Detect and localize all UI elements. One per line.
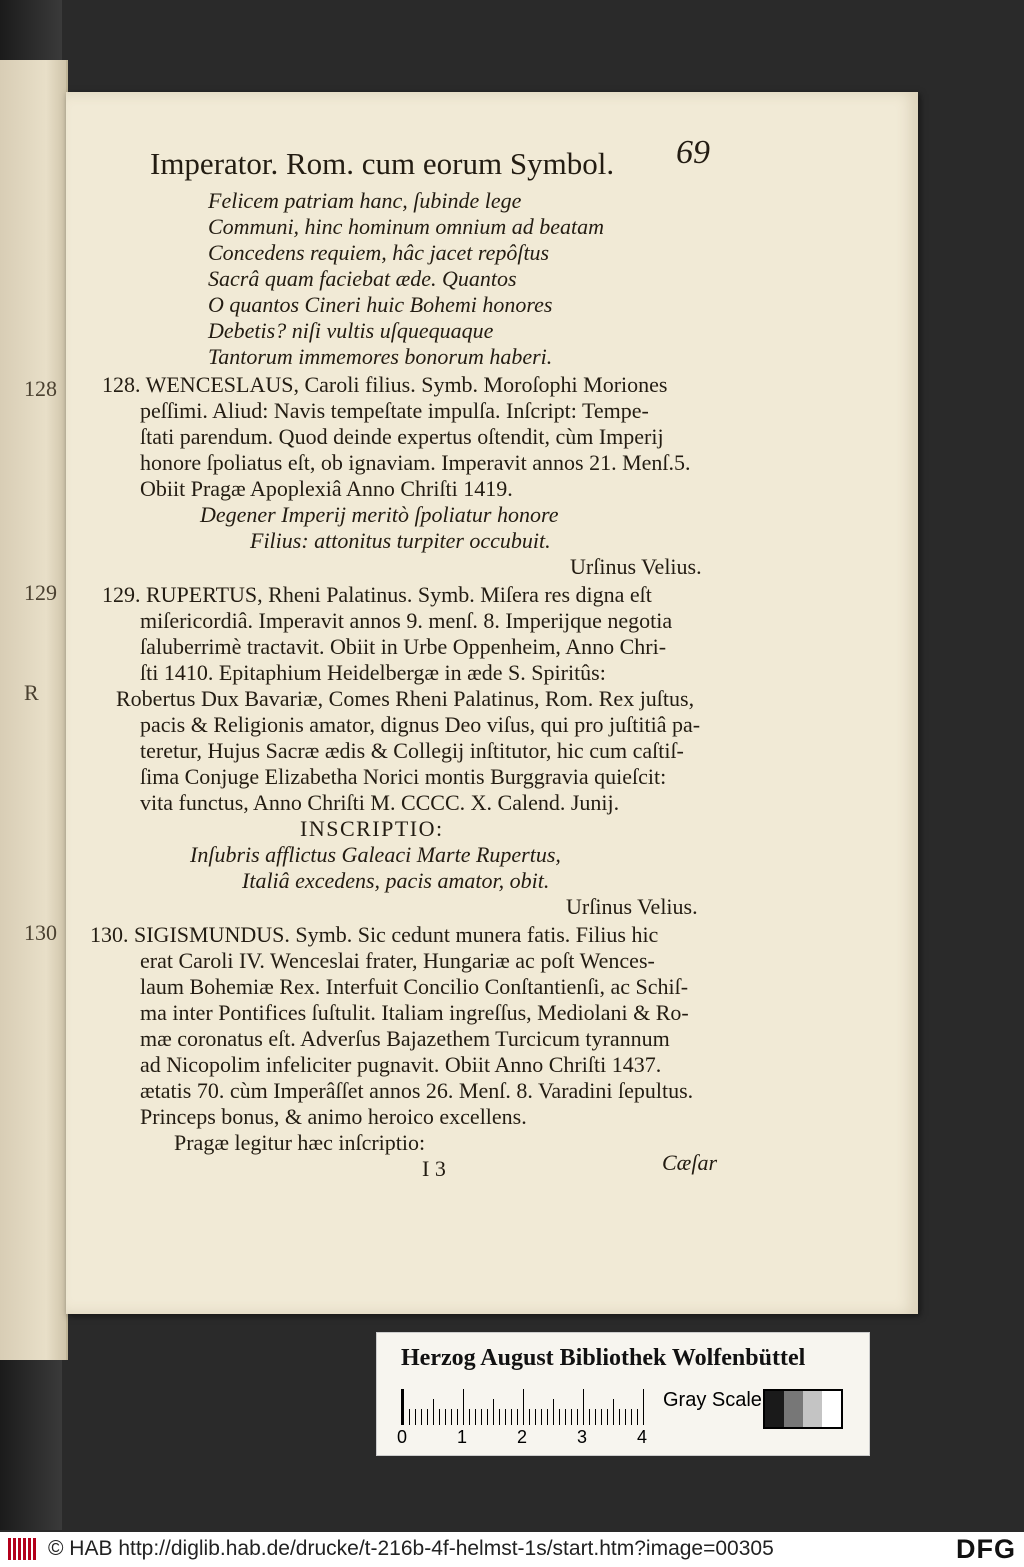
prev-fragment: 128 (24, 376, 57, 401)
library-name: Herzog August Bibliothek Wolfenbüttel (401, 1345, 806, 1371)
scale-number: 3 (577, 1427, 588, 1447)
scale-number: 1 (457, 1427, 468, 1447)
ruler-tick (493, 1399, 494, 1425)
ruler-tick (559, 1409, 560, 1425)
color-reference-bar (376, 1332, 870, 1456)
ruler-tick (577, 1409, 578, 1425)
dfg-logo: DFG (956, 1534, 1016, 1564)
text-line: peſſimi. Aliud: Navis tempeſtate impulſa. Inſcript: Tempe- (140, 398, 649, 423)
epitaph-line: ſima Conjuge Elizabetha Norici montis Burggravia quieſcit: (140, 764, 667, 789)
scale-number: 0 (397, 1427, 408, 1447)
ruler-tick (475, 1409, 476, 1425)
epitaph-line: vita functus, Anno Chriſti M. CCCC. X. Calend. Junij. (140, 790, 620, 815)
ruler-tick (457, 1409, 458, 1425)
ruler-tick (511, 1409, 512, 1425)
ruler-tick (571, 1409, 572, 1425)
ruler-tick (415, 1409, 416, 1425)
text-line: ſtati parendum. Quod deinde expertus oſtendit, cùm Imperij (140, 424, 664, 449)
text-line: Princeps bonus, & animo heroico excellens. (140, 1104, 527, 1129)
attribution: Urſinus Velius. (570, 554, 702, 579)
hab-logo-icon (8, 1538, 38, 1560)
ruler-tick (505, 1409, 506, 1425)
ruler-tick (631, 1409, 632, 1425)
entry-129-line: 129. RUPERTUS, Rheni Palatinus. Symb. Miſera res digna eſt (102, 582, 652, 607)
text-line: Tantorum immemores bonorum haberi. (208, 344, 553, 369)
ruler-tick (583, 1389, 584, 1425)
ruler-tick (451, 1409, 452, 1425)
ruler-tick (439, 1409, 440, 1425)
inscriptio-heading: INSCRIPTIO: (300, 816, 444, 841)
text-line: Communi, hinc hominum omnium ad beatam (208, 214, 604, 239)
text-line: Debetis? niſi vultis uſquequaque (208, 318, 494, 343)
scale-ruler (401, 1389, 647, 1425)
prev-fragment: 129 (24, 580, 57, 605)
text-line: Concedens requiem, hâc jacet repôſtus (208, 240, 550, 265)
book-page (66, 92, 918, 1314)
prev-fragment: 130 (24, 920, 57, 945)
text-line: O quantos Cineri huic Bohemi honores (208, 292, 553, 317)
attribution: Urſinus Velius. (566, 894, 698, 919)
ruler-tick (601, 1409, 602, 1425)
ruler-tick (463, 1389, 464, 1425)
ruler-tick (613, 1399, 614, 1425)
ruler-tick (619, 1409, 620, 1425)
text-line: mæ coronatus eſt. Adverſus Bajazethem Turcicum tyrannum (140, 1026, 670, 1051)
epitaph-line: pacis & Religionis amator, dignus Deo viſus, qui pro juſtitiâ pa- (140, 712, 701, 737)
text-line: Pragæ legitur hæc inſcriptio: (174, 1130, 426, 1155)
entry-128-line: 128. WENCESLAUS, Caroli filius. Symb. Moroſophi Moriones (102, 372, 668, 397)
text-line: Felicem patriam hanc, ſubinde lege (208, 188, 522, 213)
text-line: ma inter Pontifices ſuſtulit. Italiam ingreſſus, Mediolani & Ro- (140, 1000, 689, 1025)
text-line: ad Nicopolim infeliciter pugnavit. Obiit Anno Chriſti 1437. (140, 1052, 662, 1077)
ruler-tick (553, 1399, 554, 1425)
previous-page-edge (0, 60, 68, 1360)
gray-swatch-cell (803, 1391, 822, 1427)
gray-scale-label: Gray Scale (663, 1389, 762, 1411)
verse-line: Degener Imperij meritò ſpoliatur honore (200, 502, 559, 527)
text-line: erat Caroli IV. Wenceslai frater, Hungariæ ac poſt Wences- (140, 948, 655, 973)
text-line: Sacrâ quam faciebat æde. Quantos (208, 266, 517, 291)
running-header: Imperator. Rom. cum eorum Symbol. (150, 146, 615, 181)
ruler-tick (499, 1409, 500, 1425)
signature-mark: I 3 (422, 1156, 446, 1181)
text-line: Obiit Pragæ Apoplexiâ Anno Chriſti 1419. (140, 476, 513, 501)
ruler-tick (409, 1409, 410, 1425)
ruler-tick (637, 1409, 638, 1425)
ruler-tick (535, 1409, 536, 1425)
verse-line: Italiâ excedens, pacis amator, obit. (242, 868, 550, 893)
ruler-tick (529, 1409, 530, 1425)
ruler-tick (541, 1409, 542, 1425)
gray-swatch-cell (822, 1391, 841, 1427)
epitaph-line: Robertus Dux Bavariæ, Comes Rheni Palatinus, Rom. Rex juſtus, (116, 686, 695, 711)
ruler-tick (547, 1409, 548, 1425)
page-number: 69 (676, 134, 710, 171)
catchword: Cæſar (662, 1150, 718, 1175)
ruler-tick (523, 1389, 524, 1425)
ruler-tick (607, 1409, 608, 1425)
text-line: ſaluberrimè tractavit. Obiit in Urbe Oppenheim, Anno Chri- (140, 634, 667, 659)
ruler-tick (643, 1389, 644, 1425)
scale-number: 4 (637, 1427, 648, 1447)
gray-scale-swatch (763, 1389, 843, 1429)
text-line: ætatis 70. cùm Imperâſſet annos 26. Menſ. 8. Varadini ſepultus. (140, 1078, 694, 1103)
verse-line: Inſubris afflictus Galeaci Marte Rupertus, (190, 842, 561, 867)
epitaph-line: teretur, Hujus Sacræ ædis & Collegij inſtitutor, hic cum caſtiſ- (140, 738, 684, 763)
ruler-tick (481, 1409, 482, 1425)
ruler-tick (433, 1399, 434, 1425)
text-line: ſti 1410. Epitaphium Heidelbergæ in æde S. Spiritûs: (140, 660, 606, 685)
ruler-tick (517, 1409, 518, 1425)
text-line: laum Bohemiæ Rex. Interfuit Concilio Conſtantienſi, ac Schiſ- (140, 974, 689, 999)
footer-bar (0, 1532, 1024, 1567)
text-line: honore ſpoliatus eſt, ob ignaviam. Imperavit annos 21. Menſ.5. (140, 450, 691, 475)
ruler-tick (589, 1409, 590, 1425)
ruler-tick (421, 1409, 422, 1425)
entry-130-line: 130. SIGISMUNDUS. Symb. Sic cedunt munera fatis. Filius hic (90, 922, 659, 947)
ruler-tick (625, 1409, 626, 1425)
ruler-tick (427, 1409, 428, 1425)
scale-number: 2 (517, 1427, 528, 1447)
ruler-tick (403, 1389, 404, 1425)
text-line: miſericordiâ. Imperavit annos 9. menſ. 8. Imperijque negotia (140, 608, 673, 633)
ruler-tick (595, 1409, 596, 1425)
source-url[interactable]: © HAB http://diglib.hab.de/drucke/t-216b-4f-helmst-1s/start.htm?image=00305 (48, 1537, 774, 1560)
ruler-tick (565, 1409, 566, 1425)
verse-line: Filius: attonitus turpiter occubuit. (250, 528, 551, 553)
prev-fragment: R (24, 680, 39, 705)
gray-swatch-cell (765, 1391, 784, 1427)
ruler-tick (469, 1409, 470, 1425)
gray-swatch-cell (784, 1391, 803, 1427)
ruler-tick (487, 1409, 488, 1425)
ruler-tick (445, 1409, 446, 1425)
